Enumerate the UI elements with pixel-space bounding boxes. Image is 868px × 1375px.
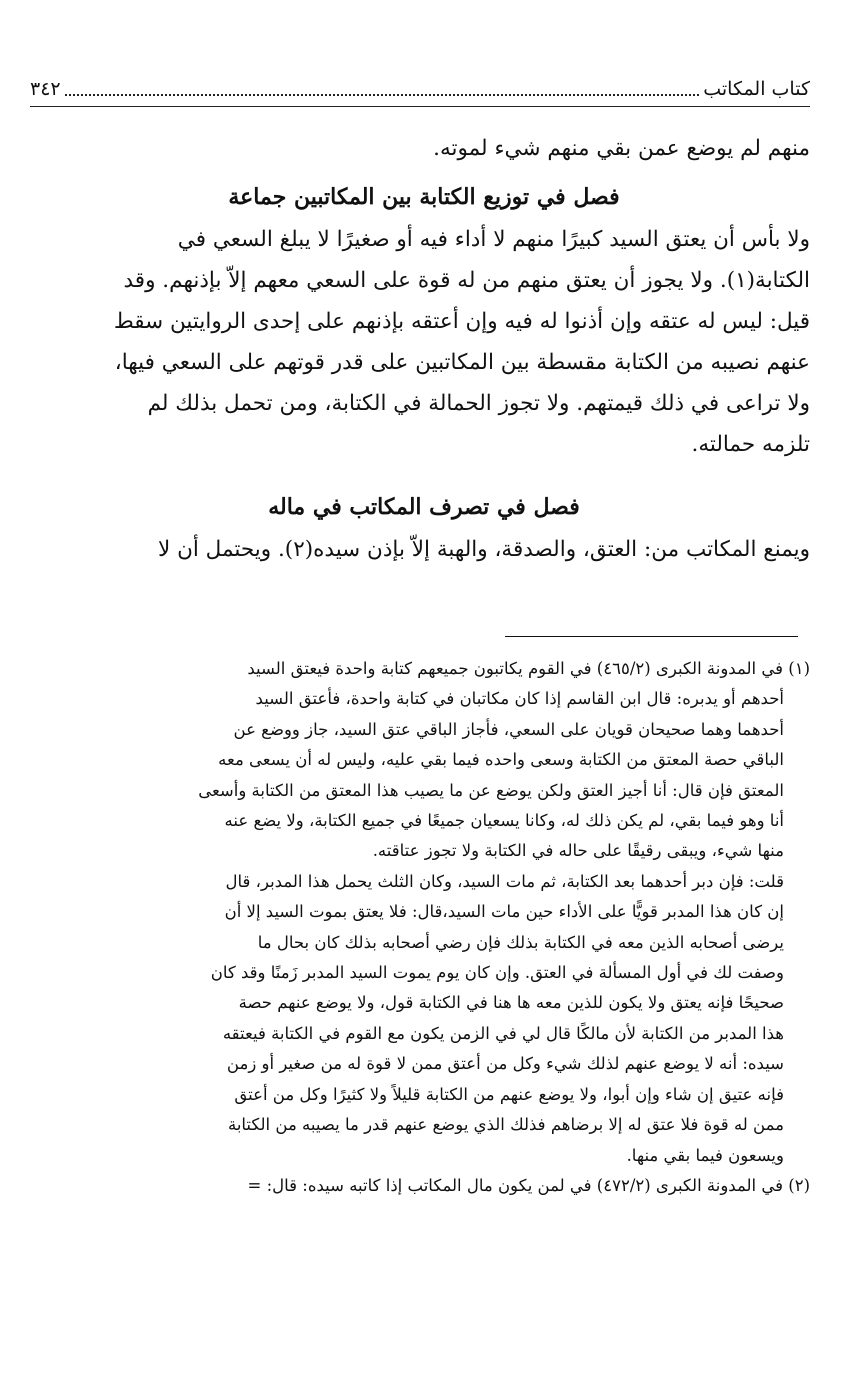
paragraph-line: قيل: ليس له عتقه وإن أذنوا له فيه وإن أعتقه بإذنهم على إحدى الروايتين سقط: [113, 309, 810, 334]
main-text: [38, 128, 810, 570]
paragraph-line: ولا تراعى في ذلك قيمتهم. ولا تجوز الحمالة في الكتابة، ومن تحمل بذلك لم: [147, 391, 810, 416]
paragraph-line: تلزمه حمالته.: [691, 432, 810, 457]
header-leader-dots: [65, 82, 700, 96]
footnote-separator: [505, 636, 798, 637]
paragraph-line: ويمنع المكاتب من: العتق، والصدقة، والهبة إلاّ بإذن سيده(٢). ويحتمل أن لا: [157, 537, 810, 562]
footnote-1-line: فإنه عتيق إن شاء وإن أبوا، ولا يوضع عنهم من الكتابة قليلاً ولا كثيرًا وكل من أعتق: [234, 1084, 784, 1104]
footnote-1-line: سيده: أنه لا يوضع عنهم لذلك شيء وكل من أعتق ممن لا قوة له من صغير أو زمن: [226, 1054, 784, 1074]
footnote-1-line: صحيحًا فإنه يعتق ولا يكون للذين معه ها هنا في الكتابة قول، ولا يوضع عنهم حصة: [238, 993, 784, 1013]
footnote-1-line: الباقي حصة المعتق من الكتابة وسعى واحده فيما بقي عليه، وليس له أن يسعى معه: [218, 750, 784, 770]
paragraph-line: ولا بأس أن يعتق السيد كبيرًا منهم لا أداء فيه أو صغيرًا لا يبلغ السعي في: [177, 227, 810, 252]
footnote-1-line: إن كان هذا المدبر قويًّا على الأداء حين مات السيد،قال: فلا يعتق بموت السيد إلا أن: [224, 902, 784, 922]
section-heading-distribution: فصل في توزيع الكتابة بين المكاتبين جماعة: [228, 184, 620, 210]
footnote-1-line: ويسعون فيما بقي منها.: [626, 1145, 784, 1165]
footnote-1-line: المعتق فإن قال: أنا أجيز العتق ولكن يوضع عن ما يصيب هذا المعتق من الكتابة وأسعى: [198, 780, 784, 800]
opening-line: منهم لم يوضع عمن بقي منهم شيء لموته.: [433, 136, 810, 161]
footnote-1-line: قلت: فإن دبر أحدهما بعد الكتابة، ثم مات السيد، وكان الثلث يحمل هذا المدبر، قال: [225, 871, 784, 891]
footnote-2-line: (٢) في المدونة الكبرى (٤٧٢/٢) في لمن يكون مال المكاتب إذا كاتبه سيده: قال: =: [247, 1175, 810, 1195]
paragraph-line: عنهم نصيبه من الكتابة مقسطة بين المكاتبين على قدر قوتهم على السعي فيها،: [114, 350, 810, 375]
footnote-1-line: أنا وهو فيما بقي، لم يكن ذلك له، وكانا يسعيان جميعًا في جميع الكتابة، ولا يضع عنه: [224, 811, 784, 831]
footnote-1-line: يرضى أصحابه الذين معه في الكتابة بذلك فإن رضي أصحابه بذلك كان بحال ما: [257, 932, 784, 952]
footnote-1-line: أحدهما وهما صحيحان قويان على السعي، فأجاز الباقي عتق السيد، جاز ووضع عن: [233, 719, 784, 739]
page-number: ٣٤٢: [30, 78, 61, 100]
footnote-1-line: (١) في المدونة الكبرى (٤٦٥/٢) في القوم يكاتبون جميعهم كتابة واحدة فيعتق السيد: [247, 659, 810, 678]
footnote-1-line: هذا المدبر من الكتابة لأن مالكًا قال لي في الزمن يكون مع القوم في الكتابة فيعتقه: [222, 1023, 784, 1043]
footnote-1-line: منها شيء، ويبقى رقيقًا على حاله في الكتابة ولا تجوز عتاقته.: [372, 841, 784, 861]
running-header: [30, 72, 810, 107]
section-heading-disposal: فصل في تصرف المكاتب في ماله: [268, 494, 580, 520]
paragraph-line: الكتابة(١). ولا يجوز أن يعتق منهم من له قوة على السعي معهم إلاّ بإذنهم. وقد: [123, 268, 810, 293]
footnote-1-line: أحدهم أو يدبره: قال ابن القاسم إذا كان مكاتبان في كتابة واحدة، فأعتق السيد: [255, 689, 784, 709]
book-title: كتاب المكاتب: [703, 78, 810, 100]
footnotes: [30, 654, 810, 1201]
footnote-1-line: ممن له قوة فلا عتق له إلا برضاهم فذلك الذي يوضع عنهم قدر ما يصيبه من الكتابة: [227, 1115, 784, 1135]
footnote-1-line: وصفت لك في أول المسألة في العتق. وإن كان يوم يموت السيد المدبر زَمنًا وقد كان: [210, 963, 784, 983]
